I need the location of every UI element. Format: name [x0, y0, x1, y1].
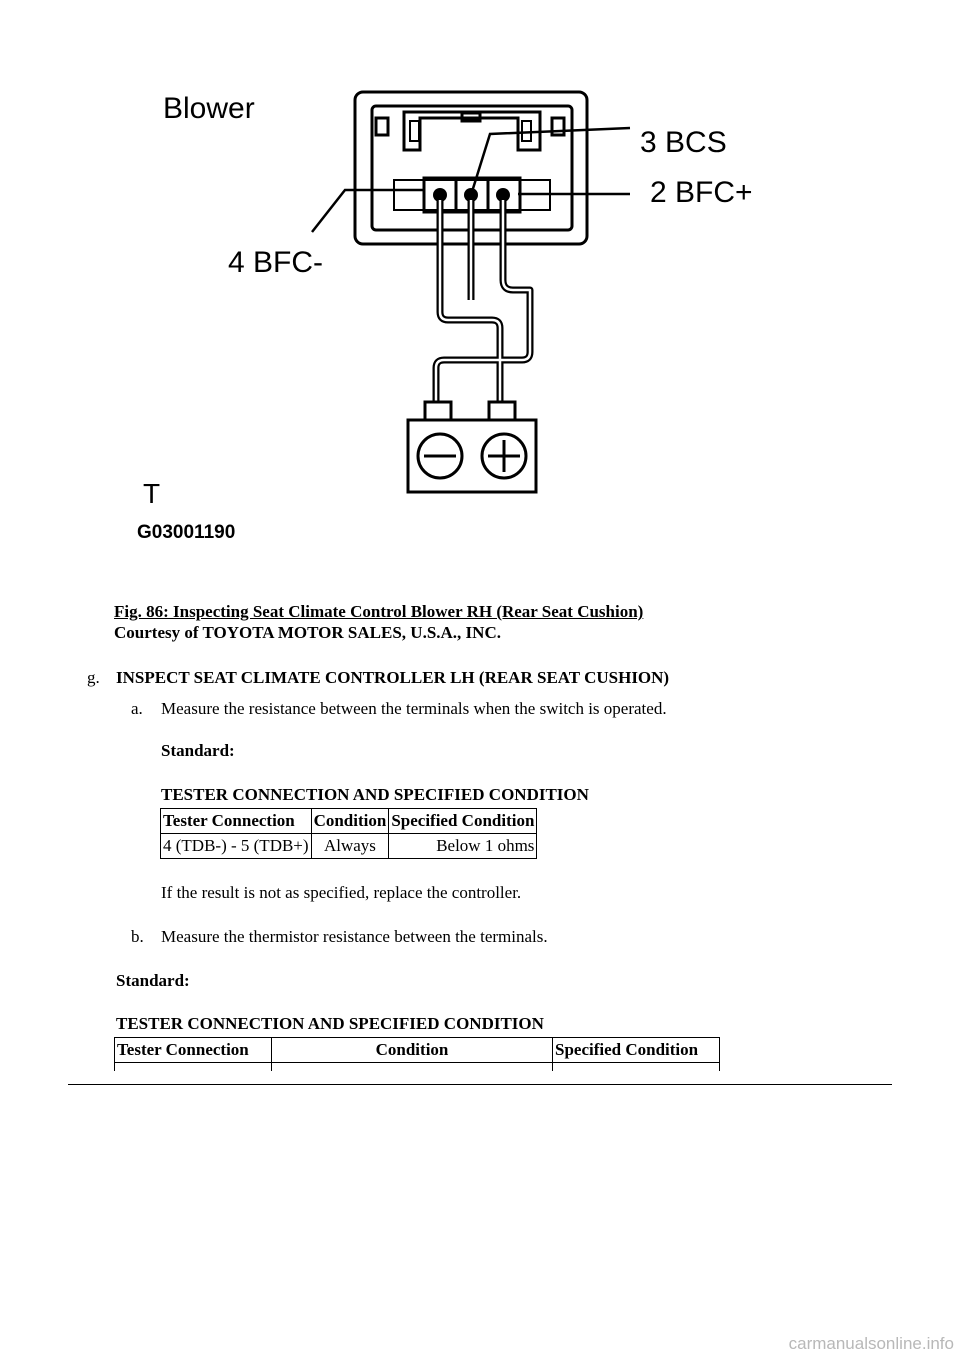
sub-b-letter: b. — [131, 927, 144, 946]
table-row — [115, 1063, 720, 1072]
battery-symbol — [408, 402, 536, 492]
figure-caption-credit: Courtesy of TOYOTA MOTOR SALES, U.S.A., INC. — [114, 623, 501, 642]
label-3-bcs: 3 BCS — [640, 126, 727, 159]
watermark: carmanualsonline.info — [788, 1334, 954, 1353]
table-header-cell: Specified Condition — [389, 809, 537, 834]
table-header-row — [115, 1038, 720, 1063]
sub-a-spec-table — [160, 808, 537, 859]
figure-code: G03001190 — [137, 522, 236, 543]
step-letter: g. — [87, 668, 100, 687]
sub-a-letter: a. — [131, 699, 143, 718]
sub-b-table-title: TESTER CONNECTION AND SPECIFIED CONDITION — [116, 1014, 544, 1033]
sub-b-standard-label: Standard: — [116, 971, 190, 990]
sub-a-text: Measure the resistance between the terminals when the switch is operated. — [161, 699, 667, 718]
corner-mark: T — [143, 478, 161, 509]
table-header-cell: Tester Connection — [161, 809, 312, 834]
table-header-cell: Specified Condition — [553, 1038, 720, 1063]
sub-b-text: Measure the thermistor resistance between the terminals. — [161, 927, 548, 946]
label-4-bfc-minus: 4 BFC- — [228, 246, 324, 279]
table-header-cell: Tester Connection — [115, 1038, 272, 1063]
table-row — [161, 834, 537, 859]
sub-a-note: If the result is not as specified, replace the controller. — [161, 883, 522, 902]
table-cell: Below 1 ohms — [389, 834, 537, 859]
table-cell: 4 (TDB-) - 5 (TDB+) — [161, 834, 312, 859]
sub-b-spec-table — [114, 1037, 720, 1071]
figure-caption-title: Fig. 86: Inspecting Seat Climate Control Blower RH (Rear Seat Cushion) — [114, 602, 644, 621]
step-title: INSPECT SEAT CLIMATE CONTROLLER LH (REAR SEAT CUSHION) — [116, 668, 670, 687]
diagram-title: Blower — [163, 92, 255, 125]
sub-a-table-title: TESTER CONNECTION AND SPECIFIED CONDITION — [161, 785, 589, 804]
blower-connector-diagram — [0, 0, 960, 580]
page-divider — [68, 1084, 892, 1085]
sub-a-standard-label: Standard: — [161, 741, 235, 760]
label-2-bfc-plus: 2 BFC+ — [650, 176, 753, 209]
table-header-row — [161, 809, 537, 834]
table-header-cell: Condition — [272, 1038, 553, 1063]
table-cell: Always — [311, 834, 389, 859]
table-header-cell: Condition — [311, 809, 389, 834]
